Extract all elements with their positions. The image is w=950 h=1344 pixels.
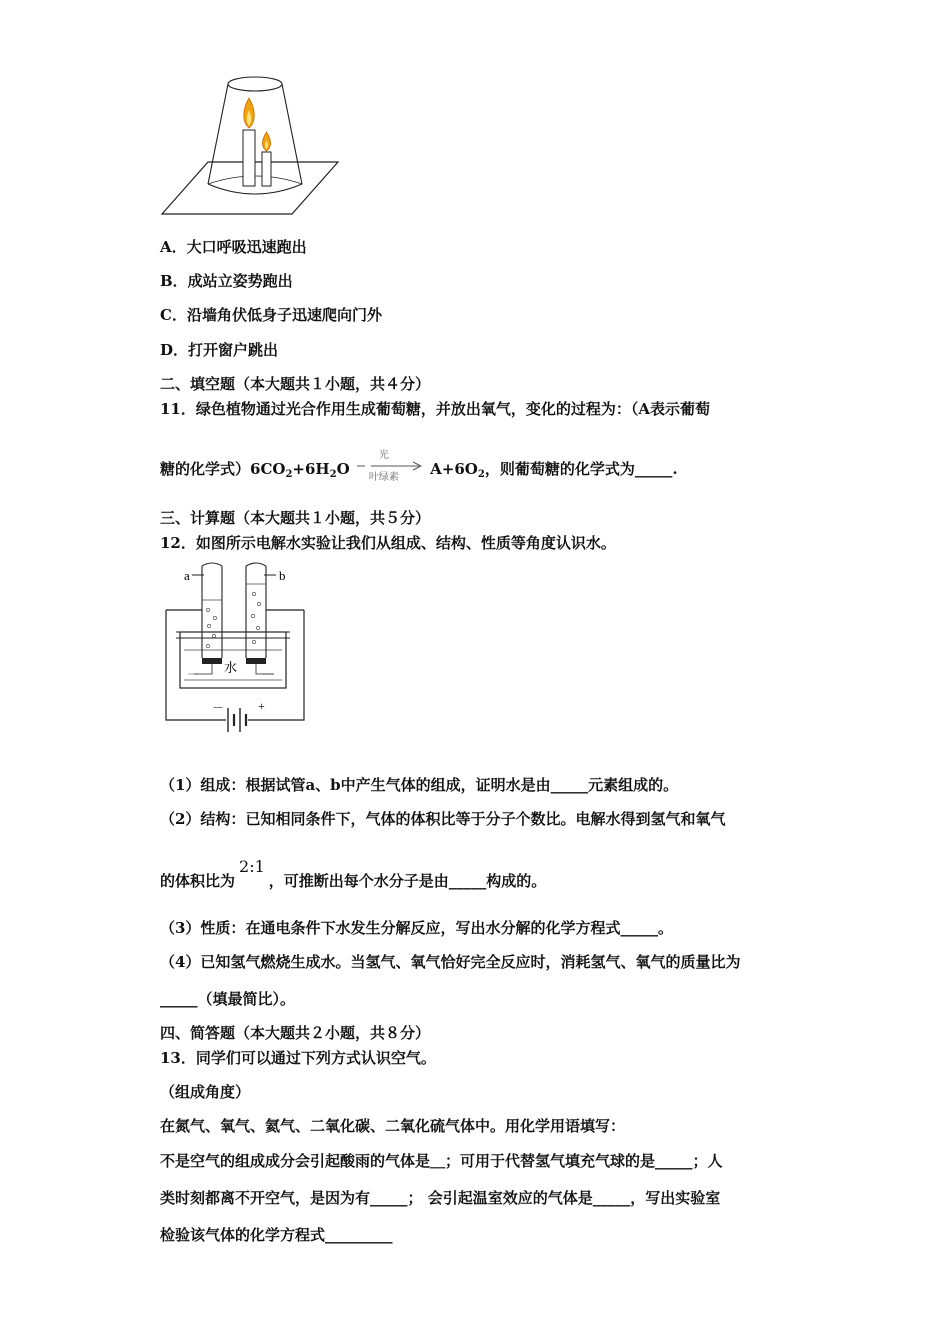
candle-beaker-figure (160, 72, 340, 220)
q11-sub-o2: 2 (477, 469, 485, 480)
label-b: b (279, 568, 286, 583)
q11-product: A+6O (430, 460, 478, 478)
q11-o: O (336, 460, 350, 478)
q11-sub-h2: 2 (329, 469, 337, 480)
q12-part-1: （1）组成：根据试管a、b中产生气体的组成，证明水是由_____元素组成的。 (160, 776, 679, 794)
section-4-heading: 四、简答题（本大题共２小题，共８分） (160, 1024, 431, 1042)
q13-stem: 13．同学们可以通过下列方式认识空气。 (160, 1049, 436, 1067)
label-water: 水 (224, 660, 238, 675)
label-a: a (184, 568, 190, 583)
arrow-bottom-label: 叶绿素 (368, 472, 399, 483)
q12-part-4-line-1: （4）已知氢气燃烧生成水。当氢气、氧气恰好完全反应时，消耗氢气、氧气的质量比为 (160, 953, 741, 971)
q11-line-2 (160, 450, 678, 483)
q12-part-4-line-2: _____（填最简比）。 (160, 990, 296, 1008)
q11-sub-co2: 2 (285, 469, 293, 480)
q12-part-2-prefix: 的体积比为 (160, 872, 236, 890)
q12-stem: 12．如图所示电解水实验让我们从组成、结构、性质等角度认识水。 (160, 534, 616, 552)
q12-part-2-line-2 (160, 857, 547, 891)
q12-part-2-line-1: （2）结构：已知相同条件下，气体的体积比等于分子个数比。电解水得到氢气和氧气 (160, 810, 726, 828)
q13-line-2: 不是空气的组成成分会引起酸雨的气体是＿；可用于代替氢气填充气球的是_____；人 (160, 1152, 723, 1170)
arrow-top-label: 光 (378, 450, 389, 461)
q13-line-1: 在氮气、氧气、氦气、二氧化碳、二氧化硫气体中。用化学用语填写： (160, 1117, 626, 1135)
q13-angle: （组成角度） (160, 1083, 251, 1101)
q12-part-2-suffix: ，可推断出每个水分子是由_____构成的。 (268, 872, 547, 890)
electrolysis-figure (158, 562, 318, 742)
reaction-arrow (355, 450, 425, 483)
q11-h2o: +6H (292, 460, 330, 478)
q11-prefix: 糖的化学式）6CO (160, 460, 286, 478)
label-minus: － (212, 701, 225, 715)
option-a: A．大口呼吸迅速跑出 (160, 238, 307, 256)
q11-line-1: 11．绿色植物通过光合作用生成葡萄糖，并放出氧气，变化的过程为：（A表示葡萄 (160, 400, 711, 418)
q12-part-3: （3）性质：在通电条件下水发生分解反应，写出水分解的化学方程式_____。 (160, 919, 673, 937)
q13-line-4: 检验该气体的化学方程式_________ (160, 1226, 393, 1244)
label-plus: + (258, 699, 265, 713)
section-3-heading: 三、计算题（本大题共１小题，共５分） (160, 509, 431, 527)
ratio-value: 2:1 (239, 857, 265, 876)
q11-suffix: ，则葡萄糖的化学式为_____. (484, 460, 678, 478)
section-2-heading: 二、填空题（本大题共１小题，共４分） (160, 375, 431, 393)
option-b: B．成站立姿势跑出 (160, 272, 293, 290)
option-c: C．沿墙角伏低身子迅速爬向门外 (160, 306, 382, 324)
q13-line-3: 类时刻都离不开空气，是因为有_____； 会引起温室效应的气体是_____，写出实验室 (160, 1189, 721, 1207)
option-d: D．打开窗户跳出 (160, 341, 279, 359)
